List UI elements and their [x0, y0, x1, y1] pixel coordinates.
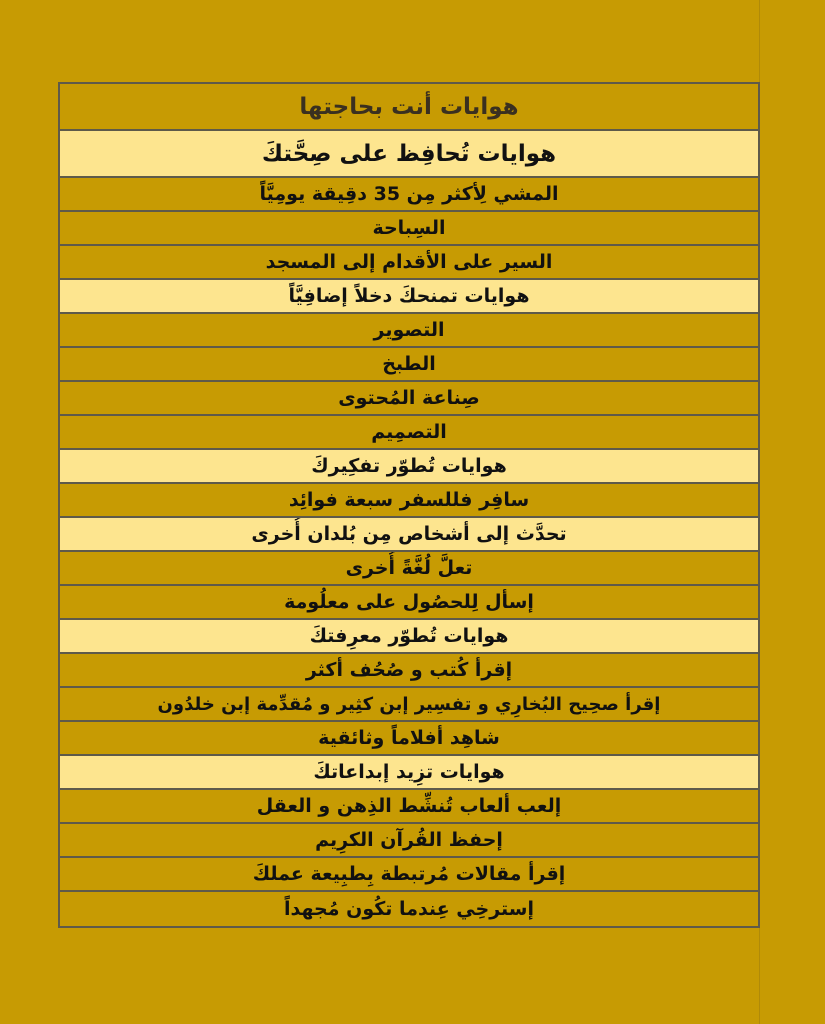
table-row: السير على الأقدام إلى المسجد — [60, 246, 758, 280]
table-row: الطبخ — [60, 348, 758, 382]
table-row: السِباحة — [60, 212, 758, 246]
table-row: إقرأ صحِيح البُخارِي و تفسِير إبن كثِير و مُقدِّمة إبن خلدُون — [60, 688, 758, 722]
table-row: شاهِد أفلاماً وثائقية — [60, 722, 758, 756]
table-row: إقرأ مقالات مُرتبطة بِطبِيعة عملكَ — [60, 858, 758, 892]
section-heading-knowledge: هوايات تُطوّر معرِفتكَ — [60, 620, 758, 654]
section-heading-health: هوايات تُحافِظ على صِحَّتكَ — [60, 131, 758, 178]
table-row: إسترخِي عِندما تكُون مُجهداً — [60, 892, 758, 926]
table-row: سافِر فللسفر سبعة فوائِد — [60, 484, 758, 518]
table-row: التصوير — [60, 314, 758, 348]
section-heading-thinking: هوايات تُطوّر تفكِيركَ — [60, 450, 758, 484]
table-row: صِناعة المُحتوى — [60, 382, 758, 416]
hobbies-table — [58, 82, 760, 928]
table-row: إلعب ألعاب تُنشِّط الذِهن و العقل — [60, 790, 758, 824]
section-heading-creativity: هوايات تزِيد إبداعاتكَ — [60, 756, 758, 790]
table-title: هوايات أنت بحاجتها — [60, 84, 758, 131]
table-row: التصمِيم — [60, 416, 758, 450]
table-row: إحفظ القُرآن الكرِيم — [60, 824, 758, 858]
table-row: إسأل لِلحصُول على معلُومة — [60, 586, 758, 620]
section-heading-income: هوايات تمنحكَ دخلاً إضافِيَّاً — [60, 280, 758, 314]
table-row: إقرأ كُتب و صُحُف أكثر — [60, 654, 758, 688]
section-heading-talk: تحدَّث إلى أشخاص مِن بُلدان أُخرى — [60, 518, 758, 552]
table-row: تعلَّ لُغَّةً أُخرى — [60, 552, 758, 586]
table-row: المشي لِأكثر مِن 35 دقِيقة يومِيَّاً — [60, 178, 758, 212]
